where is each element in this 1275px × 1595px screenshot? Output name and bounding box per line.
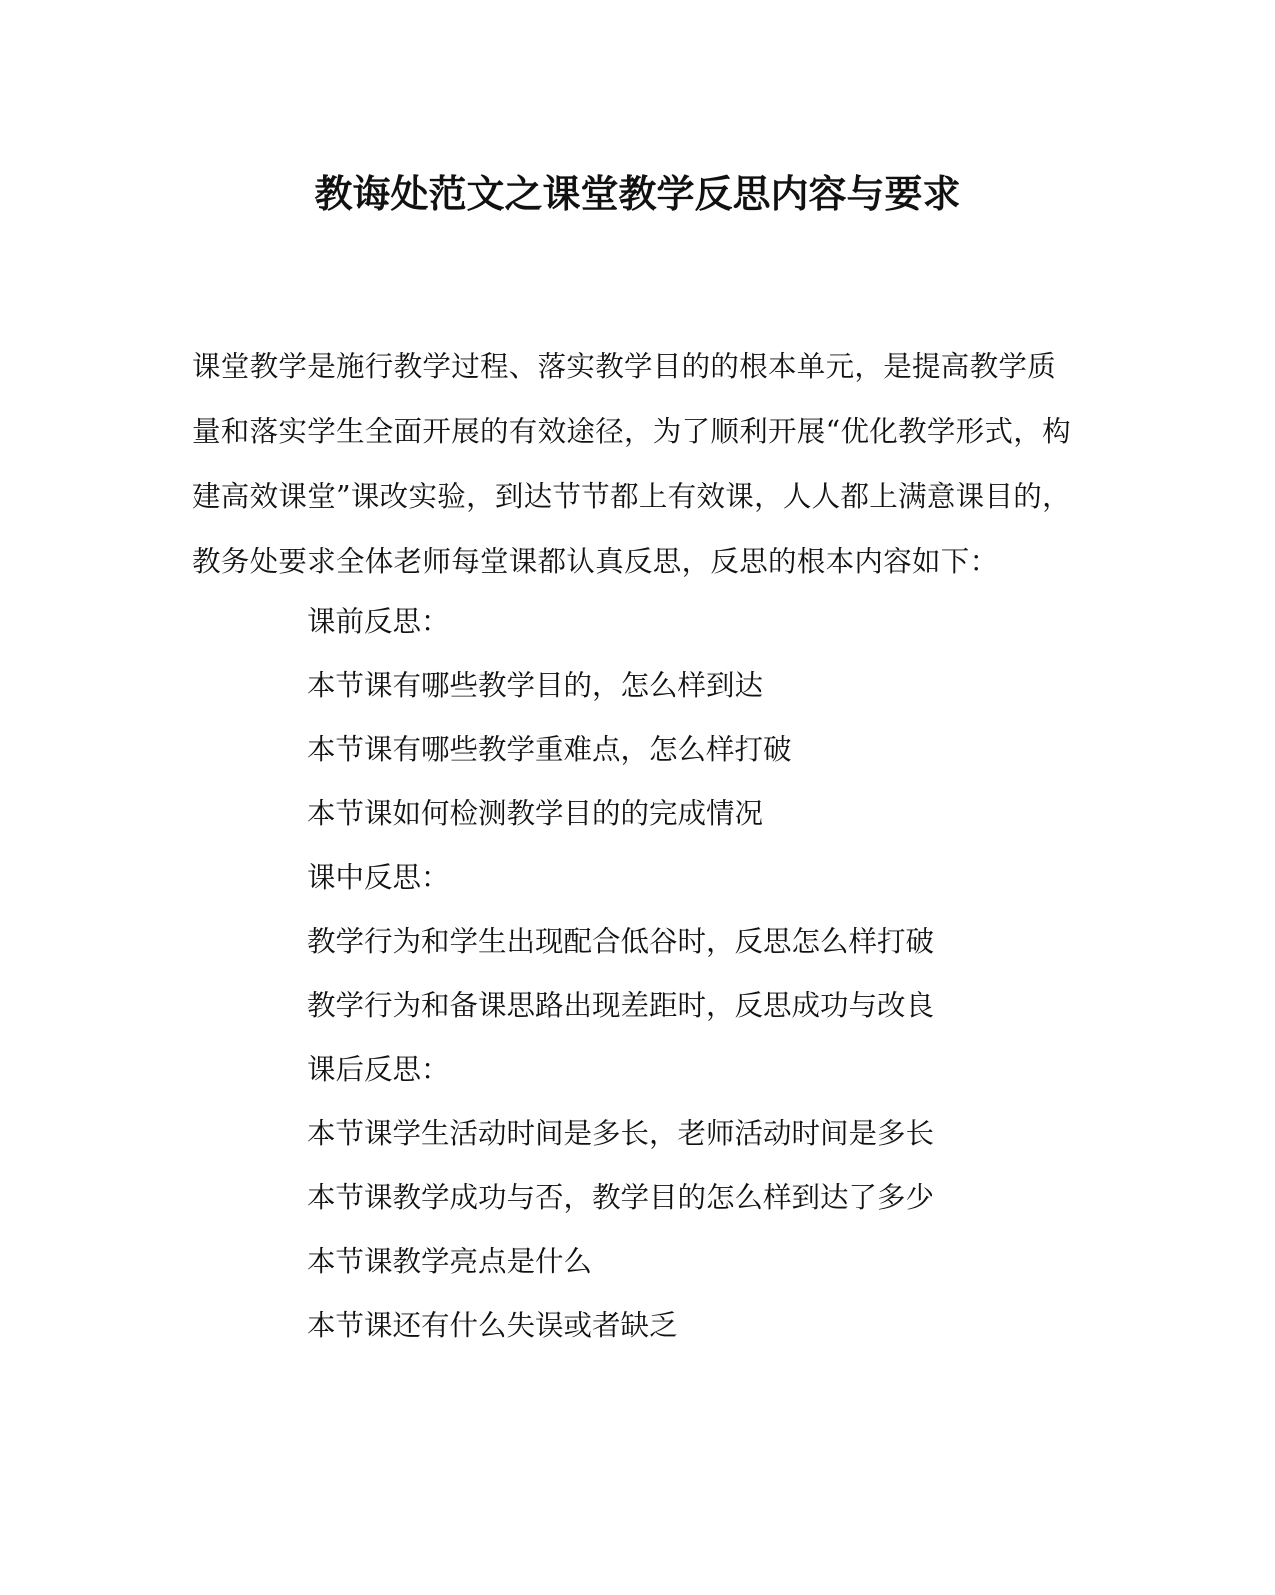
list-item: 本节课有哪些教学目的，怎么样到达 (307, 669, 764, 702)
list-item: 本节课如何检测教学目的的完成情况 (307, 797, 764, 830)
section-heading-during-class: 课中反思： (307, 861, 450, 894)
list-item: 本节课教学亮点是什么 (307, 1245, 593, 1278)
document-title: 教诲处范文之课堂教学反思内容与要求 (314, 171, 961, 216)
list-item: 教学行为和学生出现配合低谷时，反思怎么样打破 (307, 925, 935, 958)
reflection-list (307, 590, 1067, 1358)
intro-paragraph: 课堂教学是施行教学过程、落实教学目的的根本单元，是提高教学质量和落实学生全面开展的有效途径，为了顺利开展“优化教学形式，构建高效课堂”课改实验，到达节节都上有效课，人人都上满意课目的，教务处要求全体老师每堂课都认真反思，反思的根本内容如下： (192, 350, 1071, 578)
list-item: 教学行为和备课思路出现差距时，反思成功与改良 (307, 989, 935, 1022)
list-item: 本节课有哪些教学重难点，怎么样打破 (307, 733, 792, 766)
section-heading-before-class: 课前反思： (307, 605, 450, 638)
list-item: 本节课学生活动时间是多长，老师活动时间是多长 (307, 1117, 935, 1150)
list-item: 本节课还有什么失误或者缺乏 (307, 1309, 678, 1342)
section-heading-after-class: 课后反思： (307, 1053, 450, 1086)
list-item: 本节课教学成功与否，教学目的怎么样到达了多少 (307, 1181, 935, 1214)
